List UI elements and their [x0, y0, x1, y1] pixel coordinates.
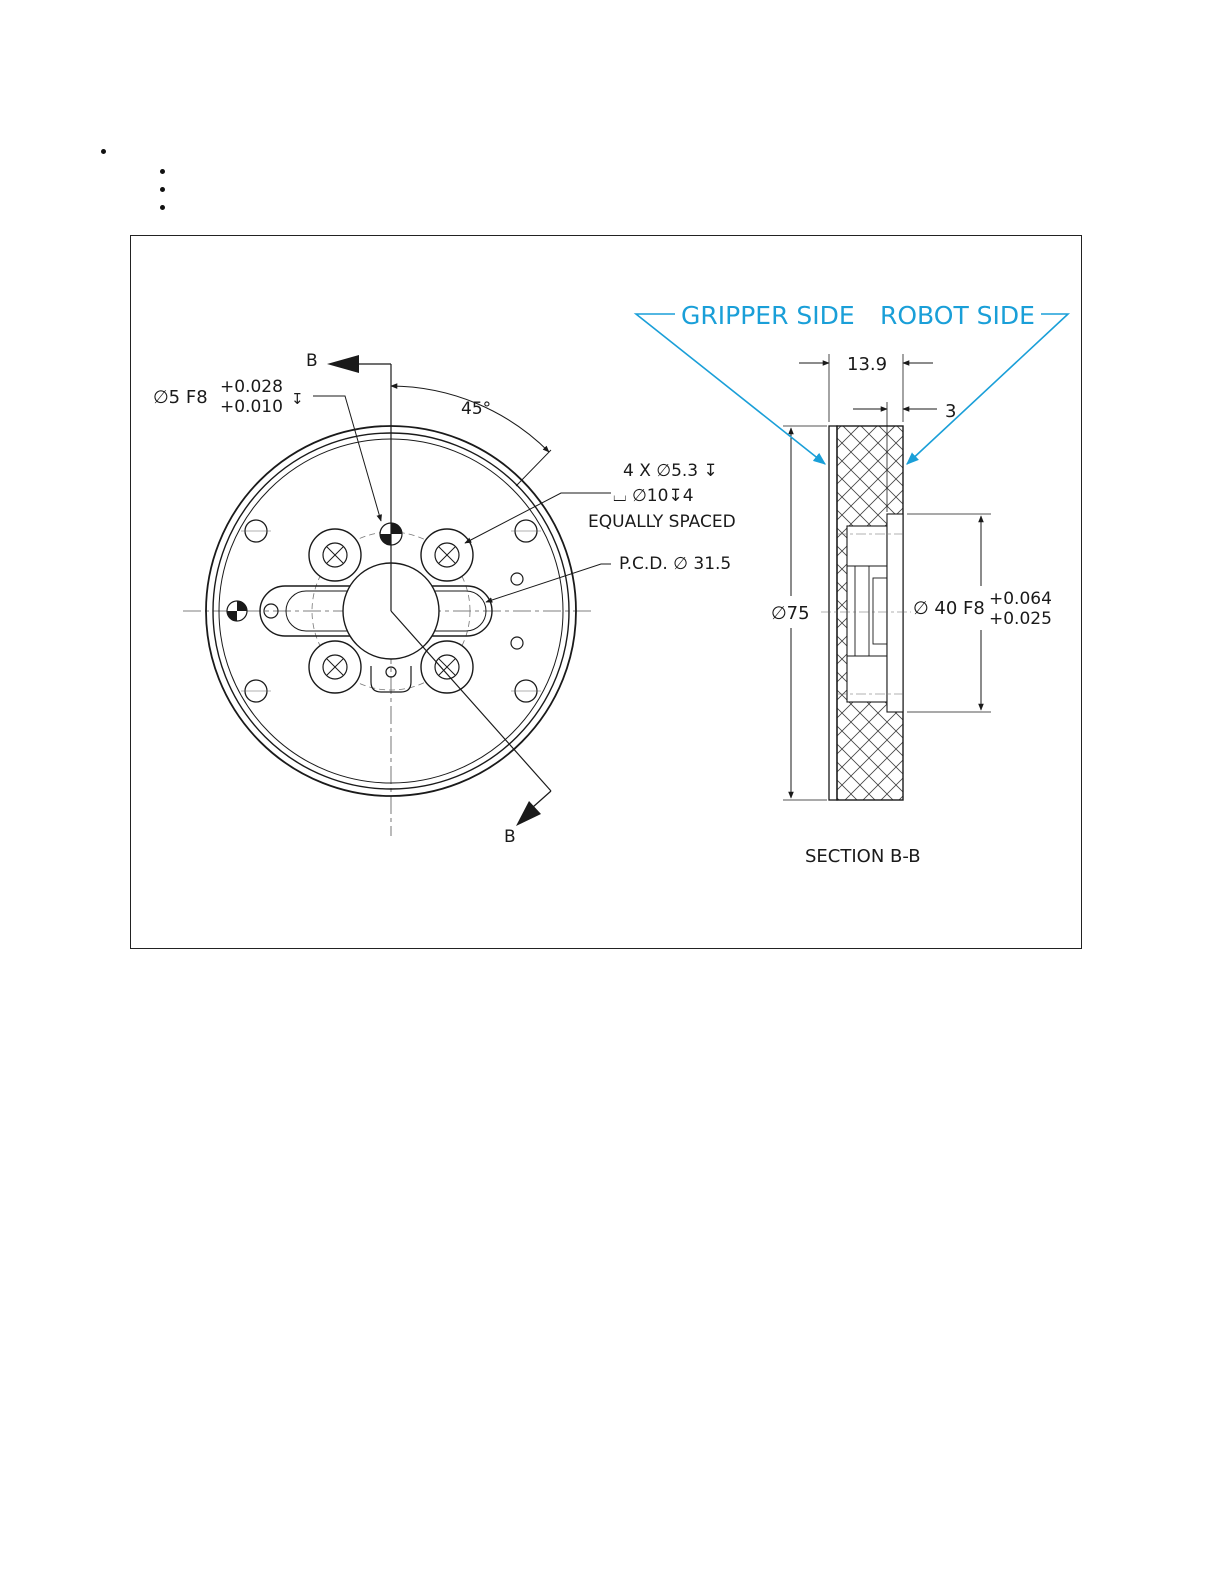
section-arrow-bottom: [516, 801, 541, 826]
outer-diameter-dimension: ∅75: [771, 603, 810, 624]
section-view: [783, 354, 991, 800]
equally-spaced-note: EQUALLY SPACED: [588, 512, 736, 532]
list-bullet: [160, 205, 165, 210]
datum-target-left: [227, 601, 247, 621]
list-bullet: [160, 187, 165, 192]
gripper-side-label: GRIPPER SIDE: [681, 301, 855, 330]
gripper-side-leader: [636, 314, 825, 464]
bolt-hole: [309, 641, 361, 693]
counterbore-callout: ⌴ ∅10↧4: [613, 486, 694, 506]
angle-arc: [391, 386, 549, 452]
section-arrow-top: [327, 355, 359, 373]
list-bullet: [101, 149, 106, 154]
section-label-top: B: [306, 351, 318, 371]
depth-symbol: ↧: [291, 390, 304, 408]
section-label-bottom: B: [504, 827, 516, 847]
bolt-hole: [421, 641, 473, 693]
pin-tolerance-upper: +0.028: [220, 377, 283, 397]
bolt-hole: [309, 529, 361, 581]
pcd-callout: P.C.D. ∅ 31.5: [619, 554, 732, 574]
technical-drawing: [131, 236, 1083, 950]
robot-side-leader: [907, 314, 1068, 464]
bolt-hole: [421, 529, 473, 581]
bore-tolerance-upper: +0.064: [989, 589, 1052, 609]
thickness-dimension: 13.9: [847, 354, 888, 375]
pin-hole-dimension: ∅5 F8: [153, 387, 208, 408]
section-title: SECTION B-B: [805, 846, 921, 867]
bolt-hole-callout: 4 X ∅5.3 ↧: [623, 461, 718, 481]
technical-drawing-frame: [130, 235, 1082, 949]
pin-tolerance-lower: +0.010: [220, 397, 283, 417]
front-view: [183, 355, 611, 836]
pin-leader: [313, 396, 381, 521]
list-bullet: [160, 169, 165, 174]
step-dimension: 3: [945, 401, 957, 422]
bore-tolerance-lower: +0.025: [989, 609, 1052, 629]
bore-diameter-dimension: ∅ 40 F8: [913, 598, 985, 619]
angle-dimension: 45°: [461, 399, 492, 419]
pcd-leader: [486, 564, 611, 602]
section-line: [391, 611, 551, 791]
robot-side-label: ROBOT SIDE: [880, 301, 1035, 330]
